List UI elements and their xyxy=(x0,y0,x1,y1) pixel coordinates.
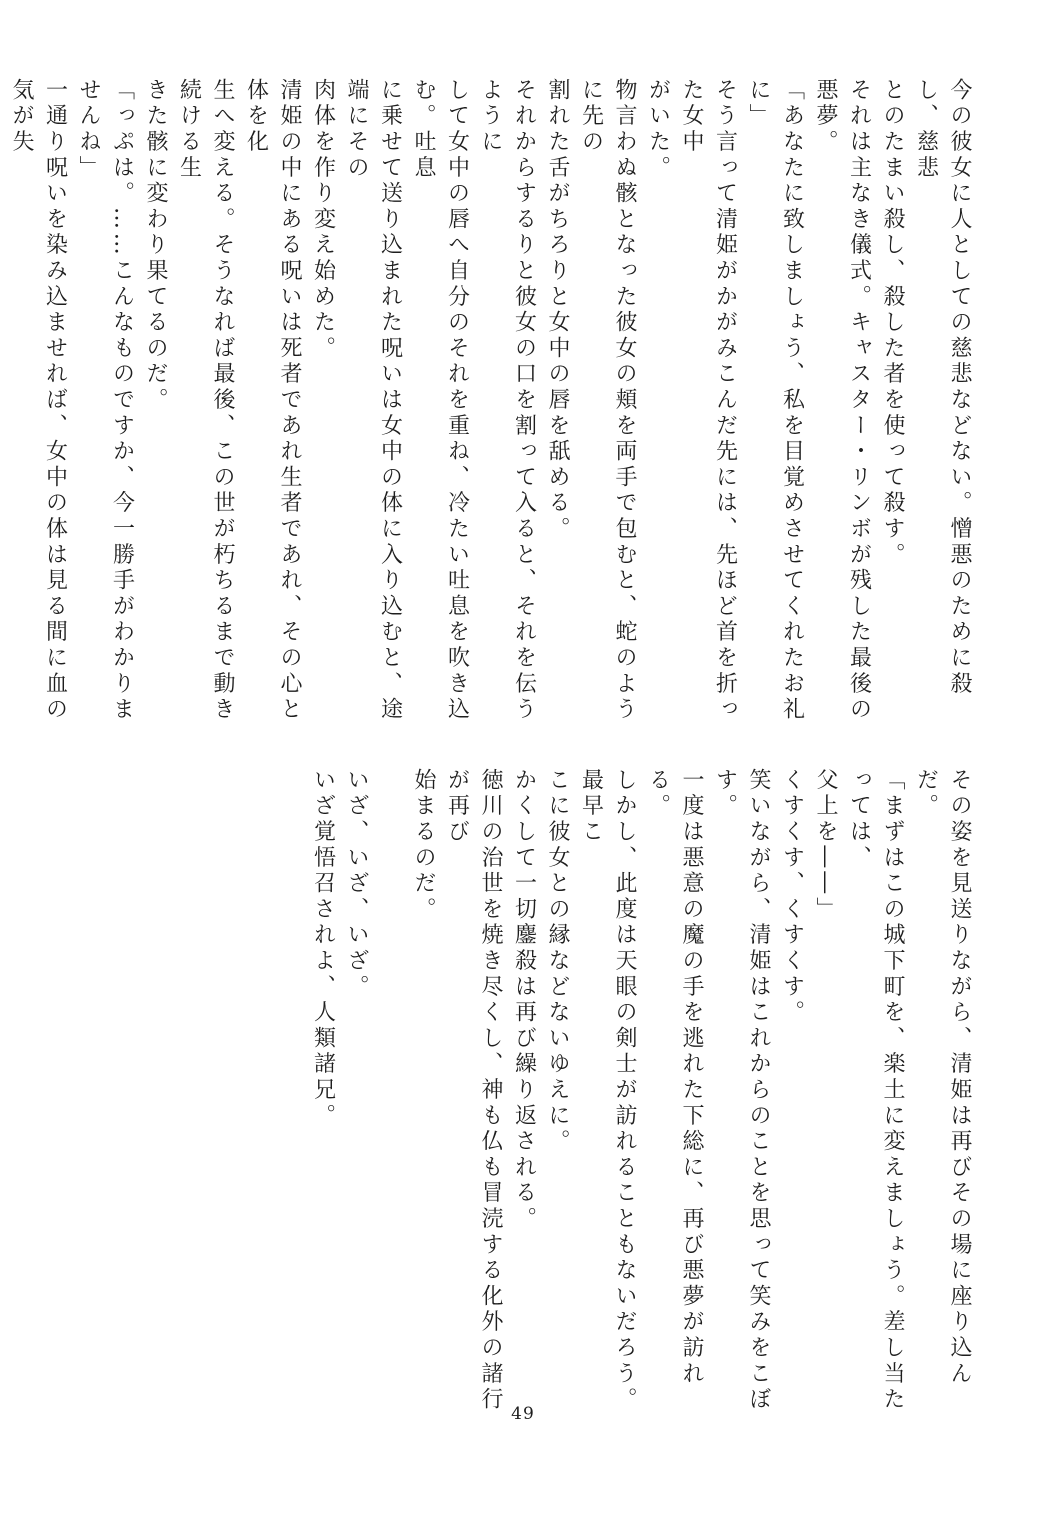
text-column: に乗せて送り込まれた呪いは女中の体に入り込むと、途端にその xyxy=(344,78,403,723)
text-column: くすくす、くすくす。 xyxy=(779,768,805,1026)
text-column xyxy=(0,78,5,733)
text-column: 始まるのだ。 xyxy=(411,768,436,923)
text-column: 一度は悪意の魔の手を逃れた下総に、再び悪夢が訪れる。 xyxy=(645,768,704,1388)
text-column: こに彼女との縁などないゆえに。 xyxy=(545,768,570,1155)
text-column: 一通り呪いを染み込ませれば、女中の体は見る間に血の気が失 xyxy=(9,78,68,723)
text-column: しかし、此度は天眼の剣士が訪れることもないだろう。最早こ xyxy=(578,768,637,1413)
text-column: そう言って清姫がかがみこんだ先には、先ほど首を折った女中 xyxy=(679,78,738,723)
blank-column xyxy=(373,768,407,1413)
text-column: 笑いながら、清姫はこれからのことを思って笑みをこぼす。 xyxy=(712,768,771,1413)
text-column: 清姫の中にある呪いは死者であれ生者であれ、その心と体を化 xyxy=(243,78,302,723)
text-column: 父上を――」 xyxy=(813,768,838,923)
text-column: それからするりと彼女の口を割って入ると、それを伝うように xyxy=(478,78,537,723)
text-column: 「あなたに致しましょう、私を目覚めさせてくれたお礼に」 xyxy=(746,78,805,723)
text-column: それは主なき儀式。キャスター・リンボが残した最後の悪夢。 xyxy=(813,78,872,723)
text-column: 「っぷは。……こんなものですか、今一勝手がわかりませんね」 xyxy=(76,78,135,723)
text-column: 肉体を作り変え始めた。 xyxy=(310,78,336,362)
text-column: いざ覚悟召されよ、人類諸兄。 xyxy=(310,768,336,1130)
text-column: かくして一切鏖殺は再び繰り返される。 xyxy=(511,768,537,1233)
text-column: 「まずはこの城下町を、楽土に変えましょう。差し当たっては、 xyxy=(846,768,905,1413)
text-column: 割れた舌がちろりと女中の唇を舐める。 xyxy=(545,78,570,543)
text-column: 生へ変える。そうなれば最後、この世が朽ちるまで動き続ける生 xyxy=(176,78,235,723)
text-column: して女中の唇へ自分のそれを重ね、冷たい吐息を吹き込む。吐息 xyxy=(411,78,470,723)
text-column: その姿を見送りながら、清姫は再びその場に座り込んだ。 xyxy=(913,768,972,1388)
text-column: きた骸に変わり果てるのだ。 xyxy=(143,78,168,414)
text-column: とのたまい殺し、殺した者を使って殺す。 xyxy=(880,78,905,569)
text-column: 物言わぬ骸となった彼女の頬を両手で包むと、蛇のように先の xyxy=(578,78,637,723)
text-column: がいた。 xyxy=(645,78,671,182)
page-number: 49 xyxy=(511,1404,535,1424)
text-column: 徳川の治世を焼き尽くし、神も仏も冒涜する化外の諸行が再び xyxy=(444,768,503,1413)
text-column: いざ、いざ、いざ。 xyxy=(344,768,369,1001)
text-block-lower xyxy=(310,768,976,1413)
text-column: 今の彼女に人としての慈悲などない。憎悪のために殺し、慈悲 xyxy=(913,78,972,698)
text-block-upper xyxy=(9,78,976,733)
